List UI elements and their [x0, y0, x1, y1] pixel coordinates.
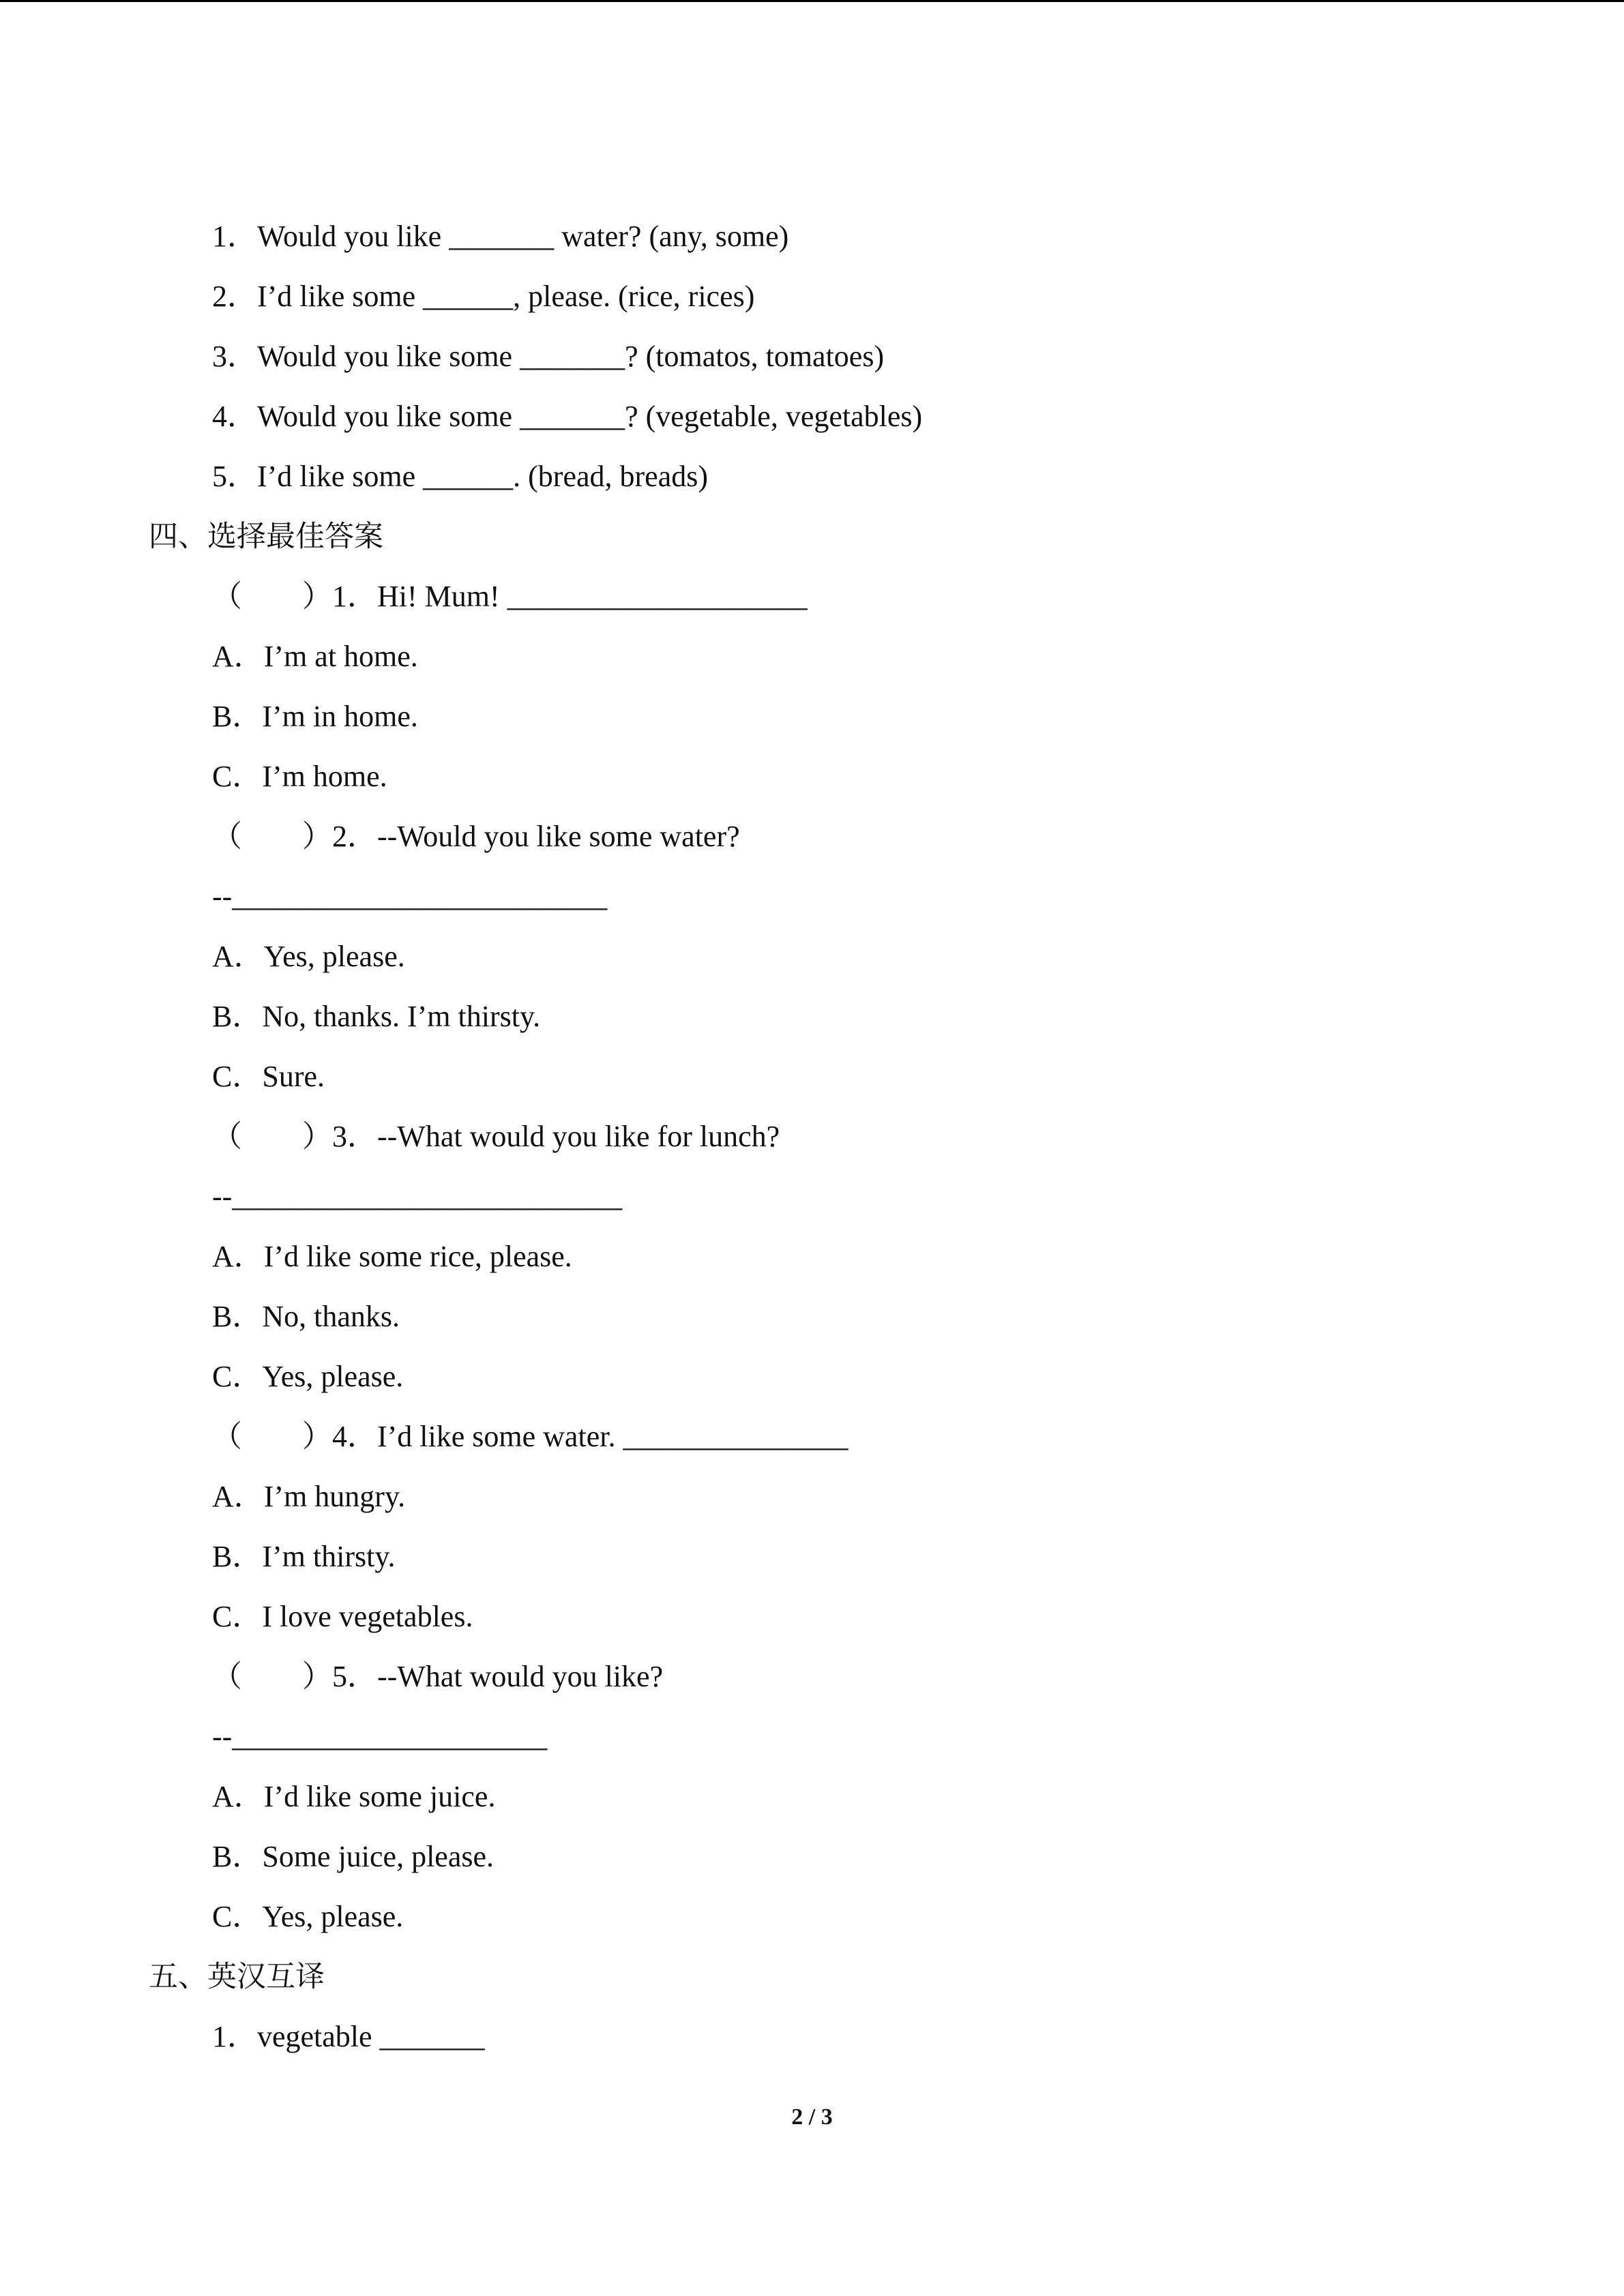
q3-option-a: A．I’d like some rice, please.	[212, 1240, 572, 1273]
q5-option-b: B．Some juice, please.	[212, 1840, 494, 1873]
q2-option-c: C．Sure.	[212, 1060, 325, 1093]
q3-option-c: C．Yes, please.	[212, 1360, 404, 1393]
translate-item-1: 1．vegetable _______	[212, 2020, 485, 2053]
fill-item-4: 4．Would you like some _______? (vegetable, vegetables)	[212, 400, 923, 433]
fill-item-2: 2．I’d like some ______, please. (rice, rices)	[212, 280, 755, 313]
question-5: （ ）5．--What would you like?	[212, 1660, 664, 1693]
q5-answer-blank: --_____________________	[212, 1720, 548, 1753]
q2-option-a: A．Yes, please.	[212, 940, 405, 973]
question-1: （ ）1．Hi! Mum! ____________________	[212, 580, 808, 613]
q2-answer-blank: --_________________________	[212, 880, 608, 913]
q3-answer-blank: --__________________________	[212, 1180, 623, 1213]
q4-option-b: B．I’m thirsty.	[212, 1540, 396, 1573]
q4-option-a: A．I’m hungry.	[212, 1480, 406, 1513]
page-number: 2 / 3	[791, 2104, 833, 2130]
fill-item-5: 5．I’d like some ______. (bread, breads)	[212, 460, 709, 493]
top-border-line	[0, 0, 1624, 2]
q4-option-c: C．I love vegetables.	[212, 1600, 473, 1633]
q1-option-b: B．I’m in home.	[212, 700, 418, 733]
q5-option-a: A．I’d like some juice.	[212, 1780, 496, 1813]
question-4: （ ）4．I’d like some water. _______________	[212, 1420, 848, 1453]
question-3: （ ）3．--What would you like for lunch?	[212, 1120, 780, 1153]
q3-option-b: B．No, thanks.	[212, 1300, 400, 1333]
section-5-heading: 五、英汉互译	[149, 1960, 325, 1994]
fill-item-3: 3．Would you like some _______? (tomatos, tomatoes)	[212, 340, 885, 373]
q2-option-b: B．No, thanks. I’m thirsty.	[212, 1000, 541, 1033]
q5-option-c: C．Yes, please.	[212, 1900, 404, 1933]
fill-item-1: 1．Would you like _______ water? (any, some)	[212, 220, 789, 253]
q1-option-c: C．I’m home.	[212, 760, 387, 793]
section-4-heading: 四、选择最佳答案	[149, 520, 383, 554]
question-2: （ ）2．--Would you like some water?	[212, 820, 740, 853]
q1-option-a: A．I’m at home.	[212, 640, 418, 673]
